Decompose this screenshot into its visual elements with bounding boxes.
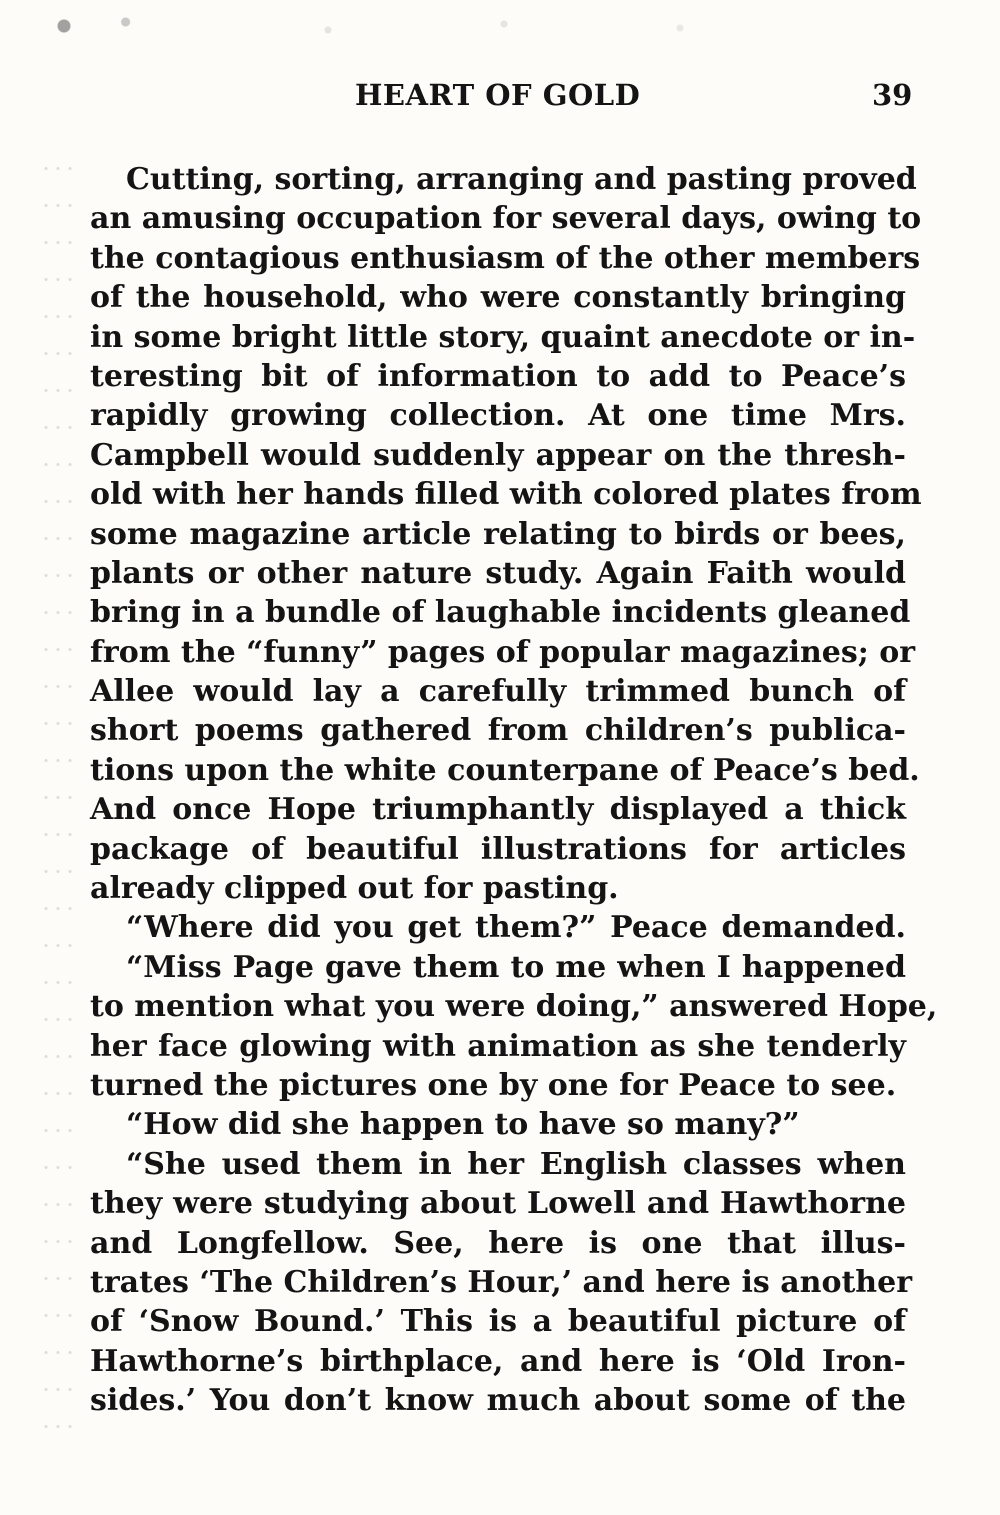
text-line: tions upon the white counterpane of Peace’s bed. (90, 752, 920, 788)
text-line: teresting bit of information to add to Peace’s (90, 358, 906, 394)
text-line: the contagious enthusiasm of the other members (90, 240, 921, 276)
text-line: her face glowing with animation as she tenderly (90, 1028, 906, 1064)
text-line: package of beautiful illustrations for articles (90, 831, 906, 867)
running-head: HEART OF GOLD (355, 78, 641, 112)
text-line: an amusing occupation for several days, owing to (90, 201, 922, 237)
text-line: short poems gathered from children’s publica- (90, 713, 906, 749)
text-line: of the household, who were constantly bringing (90, 280, 906, 316)
text-line: already clipped out for pasting. (90, 871, 619, 907)
text-line: and Longfellow. See, here is one that illus- (90, 1225, 906, 1261)
text-line: And once Hope triumphantly displayed a thick (90, 792, 906, 828)
text-line: of ‘Snow Bound.’ This is a beautiful picture of (90, 1304, 906, 1340)
text-line: from the “funny” pages of popular magazines; or (90, 634, 916, 670)
text-line: they were studying about Lowell and Hawthorne (90, 1186, 906, 1222)
text-line: Cutting, sorting, arranging and pasting proved (126, 162, 917, 197)
text-line: old with her hands filled with colored plates from (90, 477, 922, 513)
text-line: Allee would lay a carefully trimmed bunch of (90, 674, 906, 710)
text-line: to mention what you were doing,” answered Hope, (90, 989, 938, 1025)
text-line: Hawthorne’s birthplace, and here is ‘Old Iron- (90, 1343, 906, 1379)
body-text (90, 160, 938, 1421)
text-line: some magazine article relating to birds or bees, (90, 516, 906, 552)
text-line: “How did she happen to have so many?” (126, 1107, 800, 1143)
text-line: rapidly growing collection. At one time Mrs. (90, 398, 906, 434)
text-line: plants or other nature study. Again Faith would (90, 555, 906, 591)
text-line: turned the pictures one by one for Peace to see. (90, 1067, 897, 1103)
text-line: “Where did you get them?” Peace demanded. (126, 910, 906, 946)
text-line: Campbell would suddenly appear on the thresh- (90, 437, 906, 473)
text-line: trates ‘The Children’s Hour,’ and here is another (90, 1264, 913, 1300)
text-line: in some bright little story, quaint anecdote or in- (90, 319, 916, 355)
page-number: 39 (872, 78, 913, 112)
page-header (0, 78, 1000, 124)
text-line: “She used them in her English classes when (126, 1146, 906, 1182)
text-line: sides.’ You don’t know much about some of the (90, 1383, 906, 1419)
print-speckle-decoration (20, 10, 900, 50)
text-line: bring in a bundle of laughable incidents gleaned (90, 595, 911, 631)
margin-speckle-decoration (40, 150, 80, 1450)
text-line: “Miss Page gave them to me when I happened (126, 949, 906, 985)
